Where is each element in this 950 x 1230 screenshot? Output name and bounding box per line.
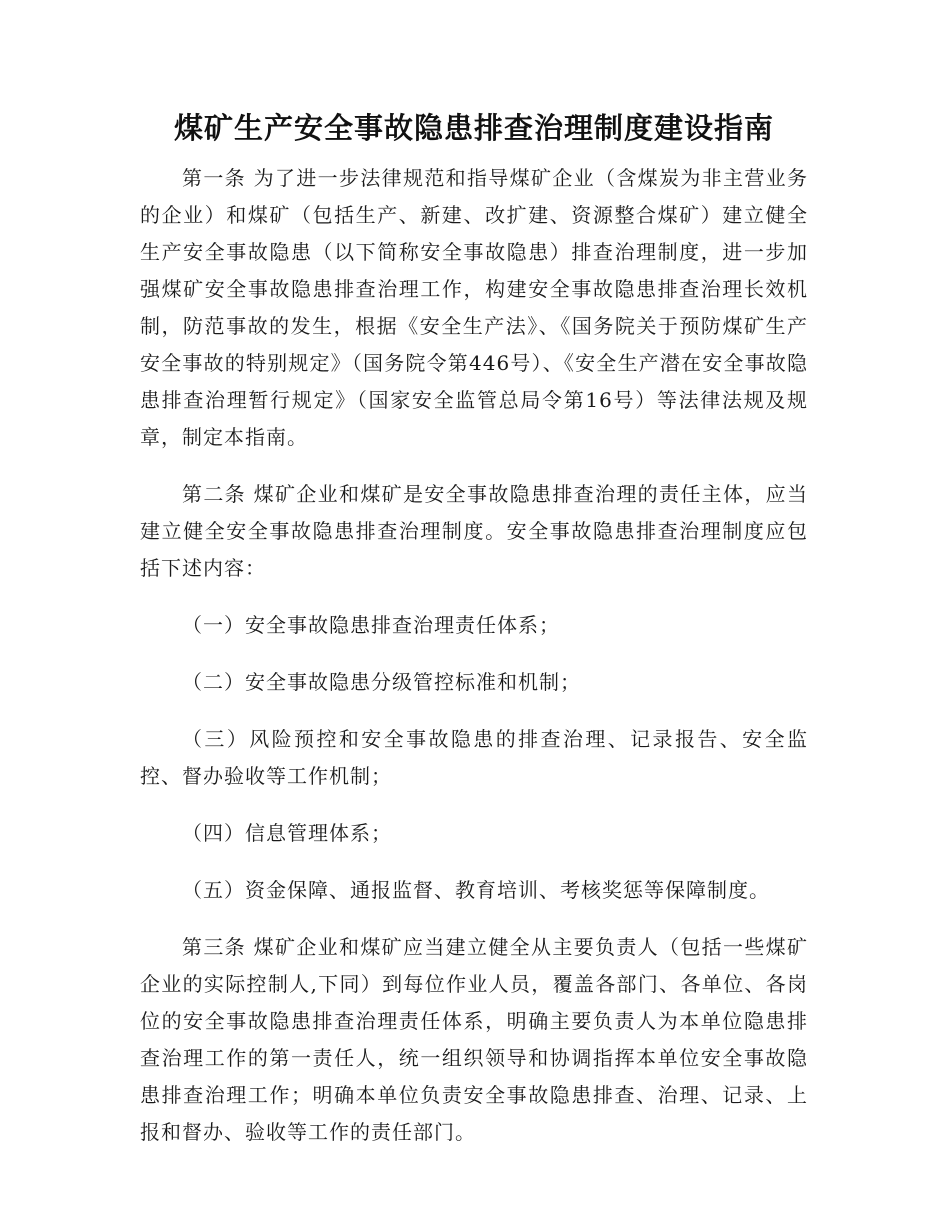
article-3-paragraph: 第三条 煤矿企业和煤矿应当建立健全从主要负责人（包括一些煤矿企业的实际控制人,下同）到每位作业人员，覆盖各部门、各单位、各岗位的安全事故隐患排查治理责任体系，明确主要负责人为本单位隐患排查治理工作的第一责任人，统一组织领导和协调指挥本单位安全事故隐患排查治理工作；明确本单位负责安全事故隐患排查、治理、记录、上报和督办、验收等工作的责任部门。: [140, 935, 808, 1144]
list-item-2: （二）安全事故隐患分级管控标准和机制；: [182, 670, 581, 694]
list-item-4: （四）信息管理体系；: [182, 821, 392, 845]
list-item-5: （五）资金保障、通报监督、教育培训、考核奖惩等保障制度。: [182, 878, 770, 902]
document-title: 煤矿生产安全事故隐患排查治理制度建设指南: [173, 111, 774, 145]
list-item-3: （三）风险预控和安全事故隐患的排查治理、记录报告、安全监控、督办验收等工作机制；: [140, 727, 808, 788]
article-1-paragraph: 第一条 为了进一步法律规范和指导煤矿企业（含煤炭为非主营业务的企业）和煤矿（包括生产、新建、改扩建、资源整合煤矿）建立健全生产安全事故隐患（以下简称安全事故隐患）排查治理制度，进一步加强煤矿安全事故隐患排查治理工作，构建安全事故隐患排查治理长效机制，防范事故的发生，根据《安全生产法》、《国务院关于预防煤矿生产安全事故的特别规定》（国务院令第446号）、《安全生产潜在安全事故隐患排查治理暂行规定》（国家安全监管总局令第16号）等法律法规及规章，制定本指南。: [140, 166, 808, 449]
document-page: [140, 108, 808, 1171]
list-item-1: （一）安全事故隐患排查治理责任体系；: [182, 613, 560, 637]
article-2-paragraph: 第二条 煤矿企业和煤矿是安全事故隐患排查治理的责任主体，应当建立健全安全事故隐患排查治理制度。安全事故隐患排查治理制度应包括下述内容：: [140, 482, 808, 580]
